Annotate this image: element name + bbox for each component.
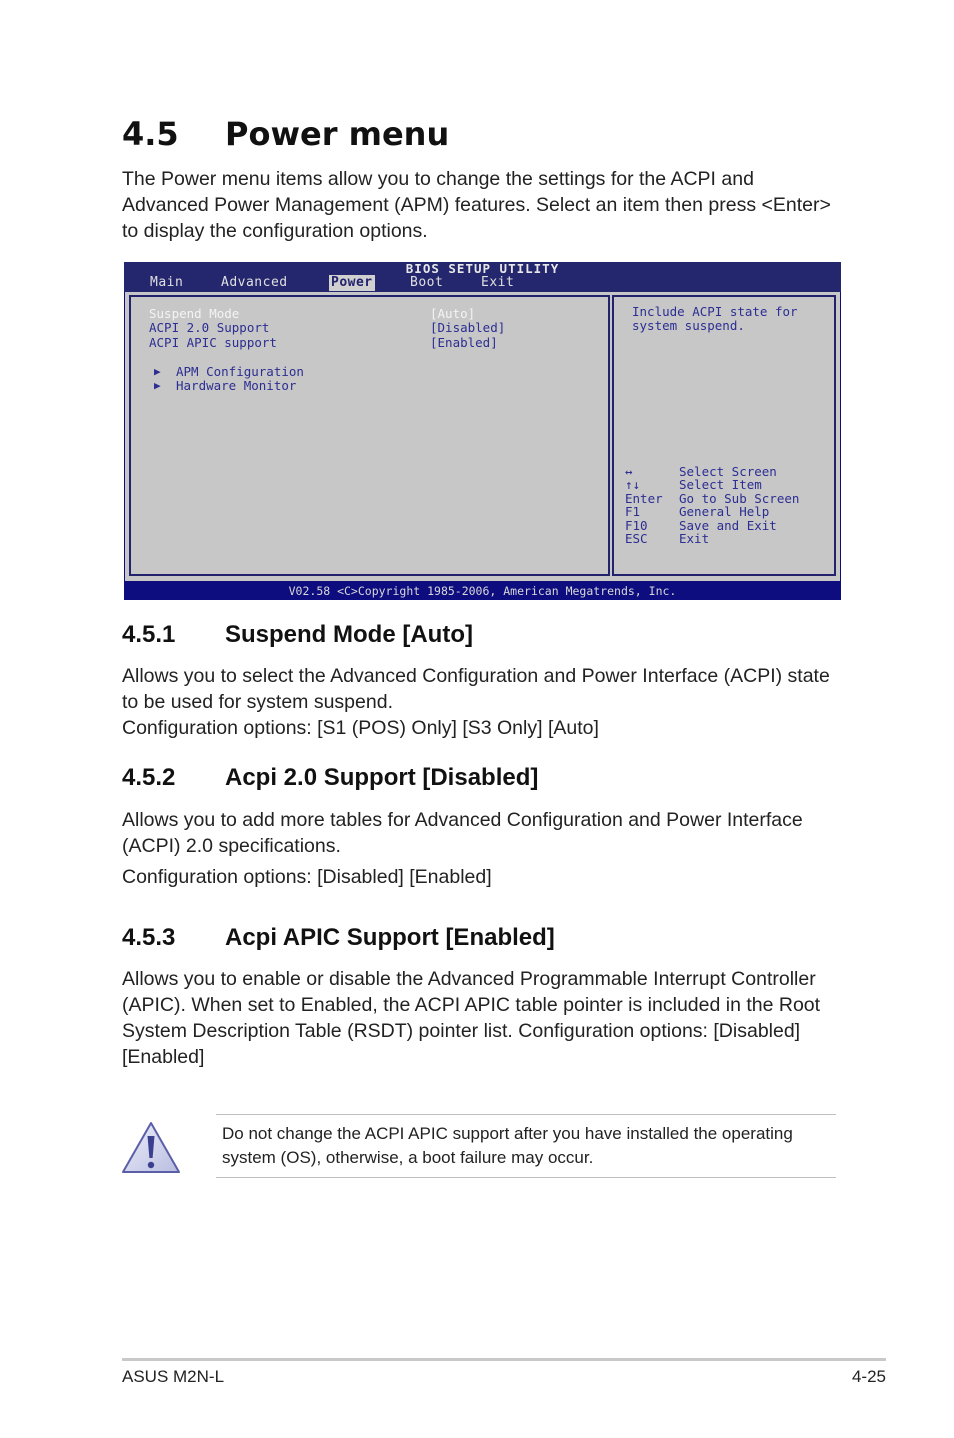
footer-page-number: 4-25 — [851, 1367, 886, 1386]
subsection-heading — [122, 763, 538, 793]
submenu-arrow-icon: ▶ — [154, 379, 161, 392]
bios-key-arrows-lr: ↔ — [625, 464, 633, 479]
warning-text: Do not change the ACPI APIC support after you have installed the operating system (OS), otherwise, a boot failure may occur. — [222, 1124, 793, 1167]
bios-key-action: Select Screen — [679, 464, 777, 479]
section-title — [122, 112, 449, 156]
subsection-title: Suspend Mode [Auto] — [225, 621, 473, 648]
note-rule-top — [216, 1114, 836, 1115]
subsection-paragraph: Allows you to select the Advanced Configuration and Power Interface (ACPI) state to be used for system suspend. — [122, 665, 830, 713]
bios-utility-title: BIOS SETUP UTILITY — [405, 262, 560, 276]
bios-key-action: Exit — [679, 531, 710, 546]
bios-panel — [125, 292, 840, 581]
bios-item-acpi-apic-support[interactable]: ACPI APIC support — [149, 335, 277, 350]
subsection-title: Acpi 2.0 Support [Disabled] — [225, 764, 539, 791]
bios-value-acpi-2-support[interactable]: [Disabled] — [430, 320, 506, 335]
bios-key-action: Select Item — [679, 477, 762, 492]
bios-key-action: Go to Sub Screen — [679, 491, 800, 506]
subsection-title: Acpi APIC Support [Enabled] — [225, 924, 555, 951]
section-number: 4.5 — [122, 115, 179, 153]
bios-key-f1: F1 — [625, 504, 641, 519]
bios-tab-advanced[interactable]: Advanced — [221, 275, 288, 290]
section-title-text: Power menu — [225, 115, 450, 153]
footer-product: ASUS M2N-L — [122, 1367, 225, 1386]
bios-value-acpi-apic-support[interactable]: [Enabled] — [430, 335, 498, 350]
bios-key-f10: F10 — [625, 518, 648, 533]
subsection-heading — [122, 620, 473, 650]
subsection-number: 4.5.2 — [122, 764, 176, 791]
subsection-heading — [122, 923, 555, 953]
bios-key-esc: ESC — [625, 531, 648, 546]
bios-key-action: General Help — [679, 504, 770, 519]
subsection-number: 4.5.1 — [122, 621, 176, 648]
note-rule-bottom — [216, 1177, 836, 1178]
bios-header — [124, 262, 841, 292]
bios-item-acpi-2-support[interactable]: ACPI 2.0 Support — [149, 320, 270, 335]
bios-screenshot — [124, 262, 841, 600]
footer-rule — [122, 1358, 886, 1361]
bios-item-suspend-mode[interactable]: Suspend Mode — [149, 306, 240, 321]
subsection-paragraph: Allows you to enable or disable the Advanced Programmable Interrupt Controller (APIC). When set to Enabled, the ACPI APIC table pointer is included in the Root System Description Table (RSDT) pointer list. Configuration options: [Disabled] [Enabled] — [122, 968, 821, 1068]
bios-key-enter: Enter — [625, 491, 663, 506]
bios-tab-main[interactable]: Main — [150, 275, 184, 290]
section-intro: The Power menu items allow you to change the settings for the ACPI and Advanced Power Management (APM) features. Select an item then press <Enter> to display the configuration options. — [122, 168, 831, 242]
bios-key-action: Save and Exit — [679, 518, 777, 533]
bios-submenu-apm[interactable]: APM Configuration — [176, 364, 304, 379]
bios-tab-power[interactable]: Power — [331, 275, 373, 290]
subsection-paragraph: Configuration options: [Disabled] [Enabled] — [122, 866, 492, 888]
subsection-number: 4.5.3 — [122, 924, 176, 951]
bios-help-line-2: system suspend. — [632, 318, 745, 333]
warning-icon — [120, 1120, 182, 1176]
subsection-paragraph: Allows you to add more tables for Advanced Configuration and Power Interface (ACPI) 2.0 specifications. — [122, 809, 803, 857]
bios-help-line-1: Include ACPI state for — [632, 304, 798, 319]
bios-tab-boot[interactable]: Boot — [410, 275, 444, 290]
bios-copyright: V02.58 <C>Copyright 1985-2006, American Megatrends, Inc. — [288, 584, 677, 598]
bios-tab-exit[interactable]: Exit — [481, 275, 515, 290]
subsection-paragraph: Configuration options: [S1 (POS) Only] [S3 Only] [Auto] — [122, 717, 599, 739]
submenu-arrow-icon: ▶ — [154, 365, 161, 378]
bios-value-suspend-mode[interactable]: [Auto] — [430, 306, 476, 321]
bios-submenu-hardware-monitor[interactable]: Hardware Monitor — [176, 378, 297, 393]
bios-key-arrows-ud: ↑↓ — [625, 477, 641, 492]
